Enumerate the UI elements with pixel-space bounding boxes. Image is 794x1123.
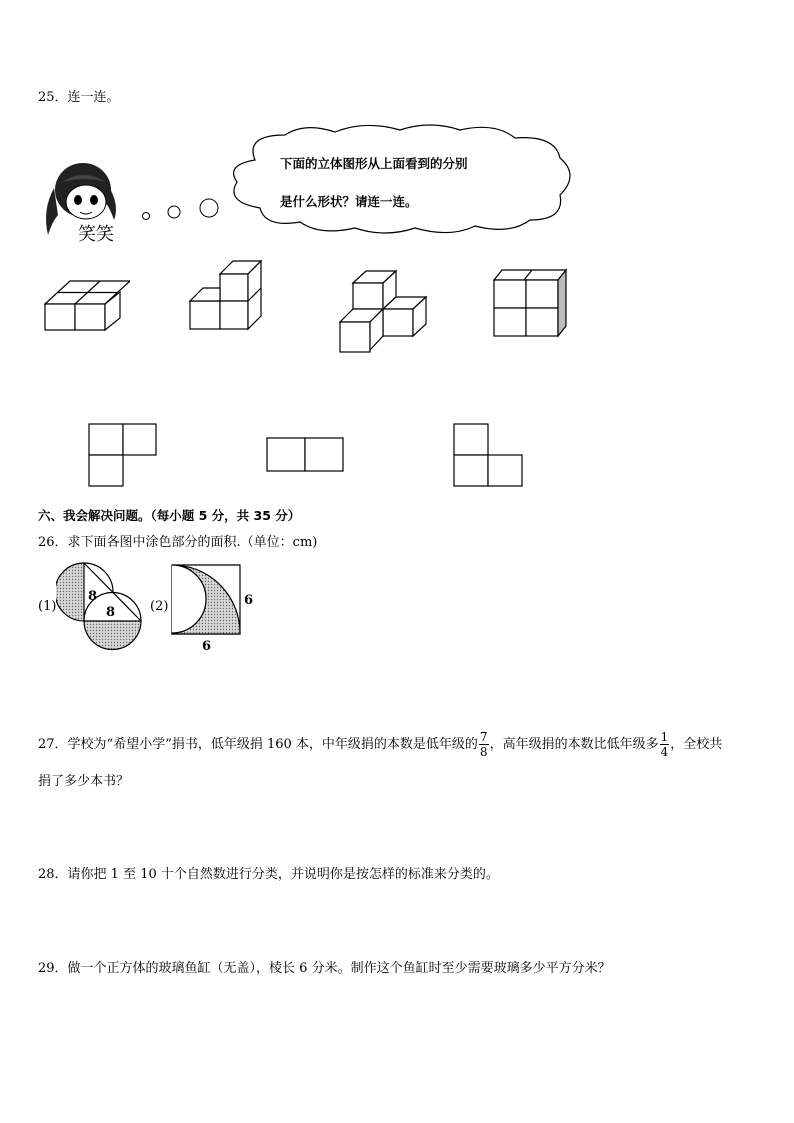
fig1-len-b: 8 <box>106 605 116 620</box>
frac2-den: 4 <box>660 745 669 759</box>
q28-text: 28．请你把 1 至 10 十个自然数进行分类，并说明你是按怎样的标准来分类的。 <box>38 867 499 882</box>
q27-fraction-1-4 <box>660 730 670 759</box>
q27-fraction-7-8 <box>479 730 489 759</box>
solid-figure-1 <box>40 276 130 336</box>
q27-line1 <box>38 730 722 759</box>
q29-text: 29．做一个正方体的玻璃鱼缸（无盖），棱长 6 分米。制作这个鱼缸时至少需要玻璃多少平方分米？ <box>38 961 611 976</box>
fig2-label: (2) <box>150 599 169 614</box>
figure-2-square <box>168 562 258 654</box>
top-view-shape-3 <box>452 422 526 488</box>
top-view-shape-1 <box>86 422 160 488</box>
fig2-bottom-length: 6 <box>202 639 212 654</box>
solid-figure-2 <box>188 258 268 333</box>
frac1-num: 7 <box>479 730 488 744</box>
q27-part2: ，高年级捐的本数比低年级多 <box>489 737 659 752</box>
section6-title: 六、我会解决问题。（每小题 5 分，共 35 分） <box>38 508 301 523</box>
fig1-label: (1) <box>38 599 57 614</box>
q27-part1: 27．学校为“希望小学”捐书，低年级捐 160 本，中年级捐的本数是低年级的 <box>38 737 478 752</box>
cloud-line2: 是什么形状？请连一连。 <box>280 194 418 209</box>
fig1-len-a: 8 <box>88 589 98 604</box>
thought-bubbles <box>138 196 223 226</box>
fig2-right-length: 6 <box>244 593 254 608</box>
girl-illustration <box>38 160 133 245</box>
top-view-shape-2 <box>265 436 347 474</box>
cloud-line1: 下面的立体图形从上面看到的分别 <box>280 156 468 171</box>
solid-figure-3 <box>338 268 430 356</box>
cloud-bubble <box>215 120 585 240</box>
solid-figure-4 <box>490 268 570 340</box>
q26-title: 26．求下面各图中涂色部分的面积.（单位：cm) <box>38 535 318 550</box>
girl-caption: 笑笑 <box>78 224 114 245</box>
frac2-num: 1 <box>660 730 669 744</box>
frac1-den: 8 <box>479 745 488 759</box>
q27-line2: 捐了多少本书？ <box>38 774 130 789</box>
q27-part3: ，全校共 <box>670 737 723 752</box>
q25-title: 25．连一连。 <box>38 90 120 105</box>
figure-1-semicircles <box>56 560 146 658</box>
